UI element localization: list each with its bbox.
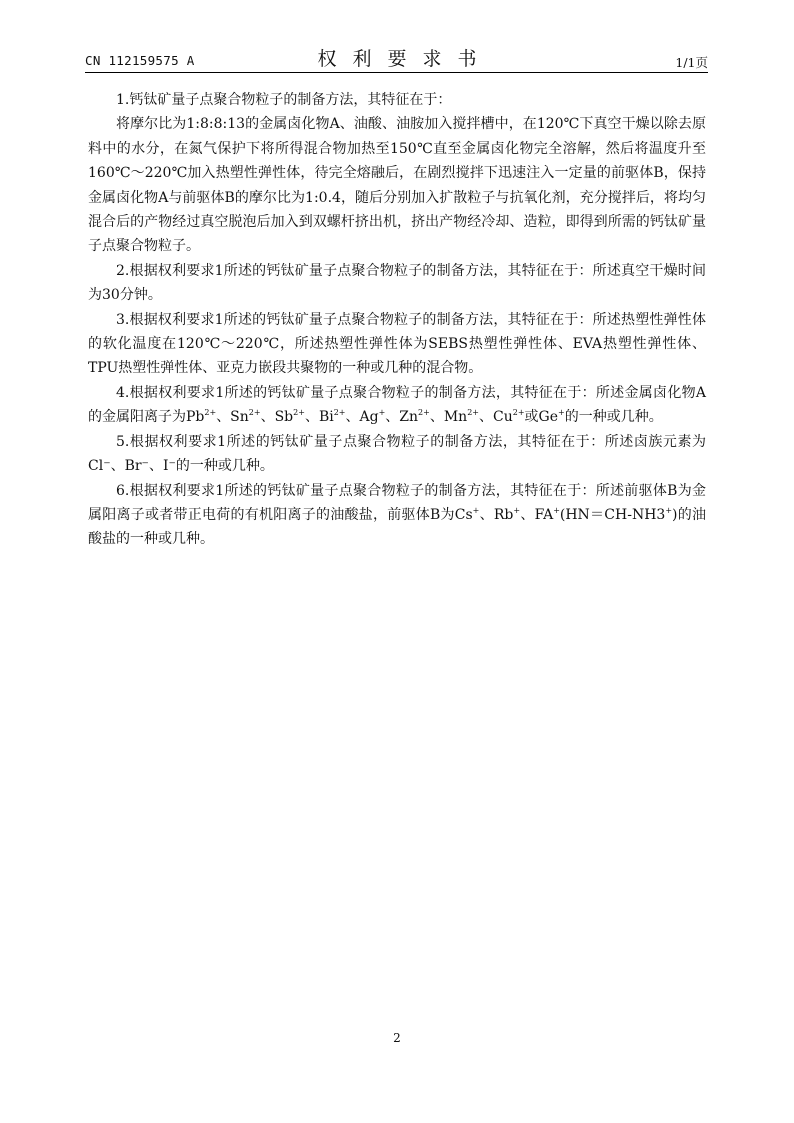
page-indicator: 1/1页 bbox=[675, 55, 708, 70]
page-title: 权利要求书 bbox=[317, 48, 493, 70]
claim-6: 6.根据权利要求1所述的钙钛矿量子点聚合物粒子的制备方法，其特征在于：所述前驱体B为金属阳离子或者带正电荷的有机阳离子的油酸盐，前驱体B为Cs+、Rb+、FA+(HN＝CH-NH3+)的油酸盐的一种或几种。 bbox=[88, 482, 706, 548]
superscript-charge: + bbox=[472, 505, 480, 515]
superscript-charge: + bbox=[558, 408, 565, 418]
superscript-charge: 2+ bbox=[293, 408, 305, 418]
claim-5: 5.根据权利要求1所述的钙钛矿量子点聚合物粒子的制备方法，其特征在于：所述卤族元素为Cl⁻、Br⁻、I⁻的一种或几种。 bbox=[88, 433, 706, 475]
claim-2: 2.根据权利要求1所述的钙钛矿量子点聚合物粒子的制备方法，其特征在于：所述真空干燥时间为30分钟。 bbox=[88, 262, 706, 304]
superscript-charge: + bbox=[665, 505, 673, 515]
superscript-charge: 2+ bbox=[512, 408, 525, 418]
superscript-charge: 2+ bbox=[418, 408, 430, 418]
superscript-charge: 2+ bbox=[204, 408, 217, 418]
patent-number: CN 112159575 A bbox=[85, 53, 195, 68]
superscript-charge: 2+ bbox=[248, 408, 261, 418]
superscript-charge: 2+ bbox=[467, 408, 479, 418]
superscript-charge: + bbox=[378, 408, 386, 418]
claim-1-heading: 1.钙钛矿量子点聚合物粒子的制备方法，其特征在于： bbox=[116, 92, 452, 108]
superscript-charge: + bbox=[553, 505, 560, 515]
superscript-charge: 2+ bbox=[333, 408, 346, 418]
header-divider bbox=[85, 72, 708, 73]
superscript-charge: + bbox=[513, 505, 521, 515]
claim-3: 3.根据权利要求1所述的钙钛矿量子点聚合物粒子的制备方法，其特征在于：所述热塑性弹性体的软化温度在120℃～220℃，所述热塑性弹性体为SEBS热塑性弹性体、EVA热塑性弹性体、TPU热塑性弹性体、亚克力嵌段共聚物的一种或几种的混合物。 bbox=[88, 311, 706, 377]
claim-4: 4.根据权利要求1所述的钙钛矿量子点聚合物粒子的制备方法，其特征在于：所述金属卤化物A的金属阳离子为$Pb^{2+}$、$Sn^{2+}$、$Sb^{2+}$、$Bi^{2+}$、Ag+、$Zn^{2+}$、$Mn^{2+}$、$Cu^{2+}$或Ge+的一种或几种。 bbox=[88, 384, 706, 426]
claims-body bbox=[88, 88, 706, 552]
page-number: 2 bbox=[393, 1031, 401, 1045]
claim-1-body: 将摩尔比为1:8:8:13的金属卤化物A、油酸、油胺加入搅拌槽中，在120℃下真空干燥以除去原料中的水分，在氮气保护下将所得混合物加热至150℃直至金属卤化物完全溶解，然后将温度升至160℃～220℃加入热塑性弹性体，待完全熔融后，在剧烈搅拌下迅速注入一定量的前驱体B，保持金属卤化物A与前驱体B的摩尔比为1:0.4，随后分别加入扩散粒子与抗氧化剂，充分搅拌后，将均匀混合后的产物经过真空脱泡后加入到双螺杆挤出机，挤出产物经冷却、造粒，即得到所需的钙钛矿量子点聚合物粒子。 bbox=[88, 116, 706, 255]
